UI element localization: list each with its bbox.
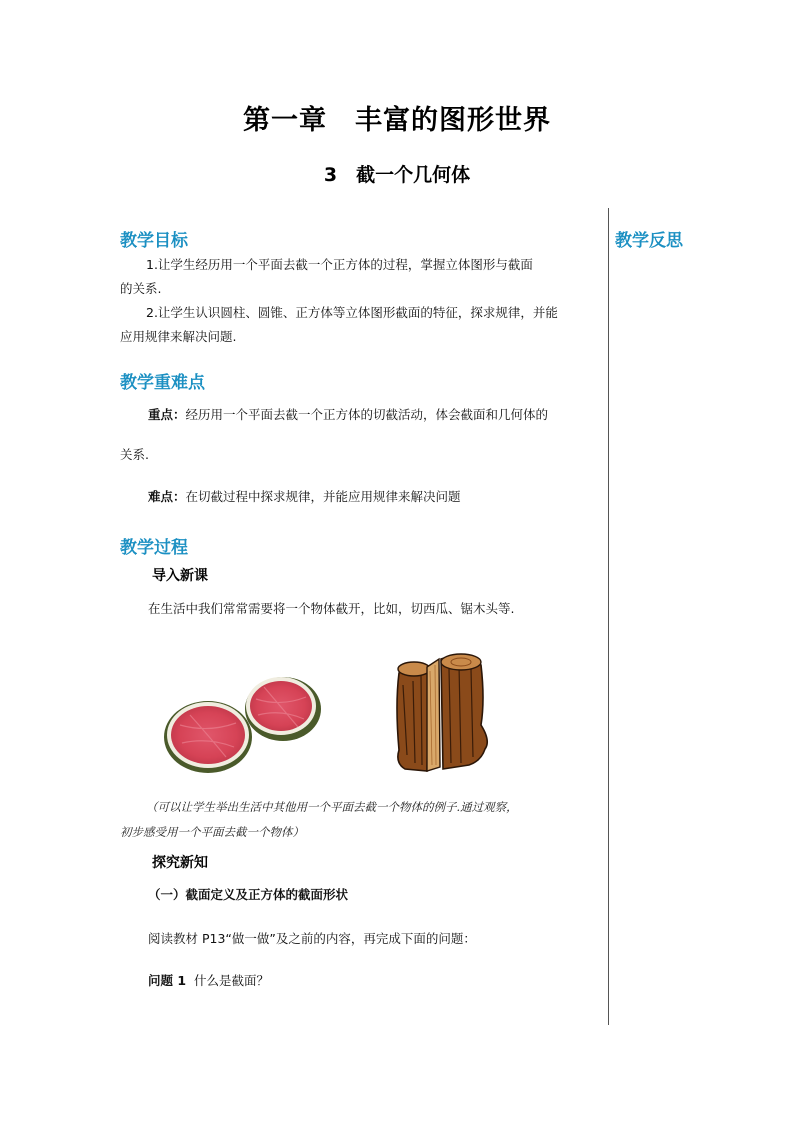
- focus-line-2: 关系.: [120, 447, 149, 462]
- focus-line: [148, 402, 548, 428]
- difficulty-text: 在切截过程中探求规律，并能应用规律来解决问题: [185, 489, 461, 504]
- lesson-title: 3 截一个几何体: [323, 164, 471, 186]
- difficulty-line: [148, 484, 461, 510]
- intro-heading: 导入新课: [152, 568, 208, 584]
- note-line-1: （可以让学生举出生活中其他用一个平面去截一个物体的例子.通过观察，: [146, 800, 518, 814]
- column-divider: [608, 208, 609, 1025]
- question-1: [148, 968, 269, 994]
- objective-line-4: 应用规律来解决问题.: [120, 329, 237, 344]
- objective-line-1: 1.让学生经历用一个平面去截一个正方体的过程，掌握立体图形与截面: [146, 257, 533, 272]
- objective-line-3: 2.让学生认识圆柱、圆锥、正方体等立体图形截面的特征，探求规律，并能: [146, 305, 558, 320]
- chapter-title: 第一章 丰富的图形世界: [243, 105, 551, 136]
- wood-log-image: [385, 645, 495, 780]
- cross-section-subheading: （一）截面定义及正方体的截面形状: [148, 887, 349, 902]
- reflection-heading: 教学反思: [615, 231, 683, 251]
- note-line-2: 初步感受用一个平面去截一个物体）: [120, 825, 304, 839]
- process-heading: 教学过程: [120, 538, 188, 558]
- question-label: 问题 1: [148, 973, 187, 988]
- question-text: 什么是截面？: [194, 973, 270, 988]
- intro-text: 在生活中我们常常需要将一个物体截开，比如，切西瓜、锯木头等.: [148, 601, 515, 616]
- objective-line-2: 的关系.: [120, 281, 162, 296]
- focus-text: 经历用一个平面去截一个正方体的切截活动，体会截面和几何体的: [185, 407, 549, 422]
- focus-label: 重点：: [148, 407, 186, 422]
- difficulty-label: 难点：: [148, 489, 186, 504]
- watermelon-image: [160, 665, 330, 775]
- key-points-heading: 教学重难点: [120, 373, 205, 393]
- explore-heading: 探究新知: [152, 855, 208, 871]
- objectives-heading: 教学目标: [120, 231, 188, 251]
- reading-instruction: 阅读教材 P13“做一做”及之前的内容，再完成下面的问题：: [148, 931, 476, 946]
